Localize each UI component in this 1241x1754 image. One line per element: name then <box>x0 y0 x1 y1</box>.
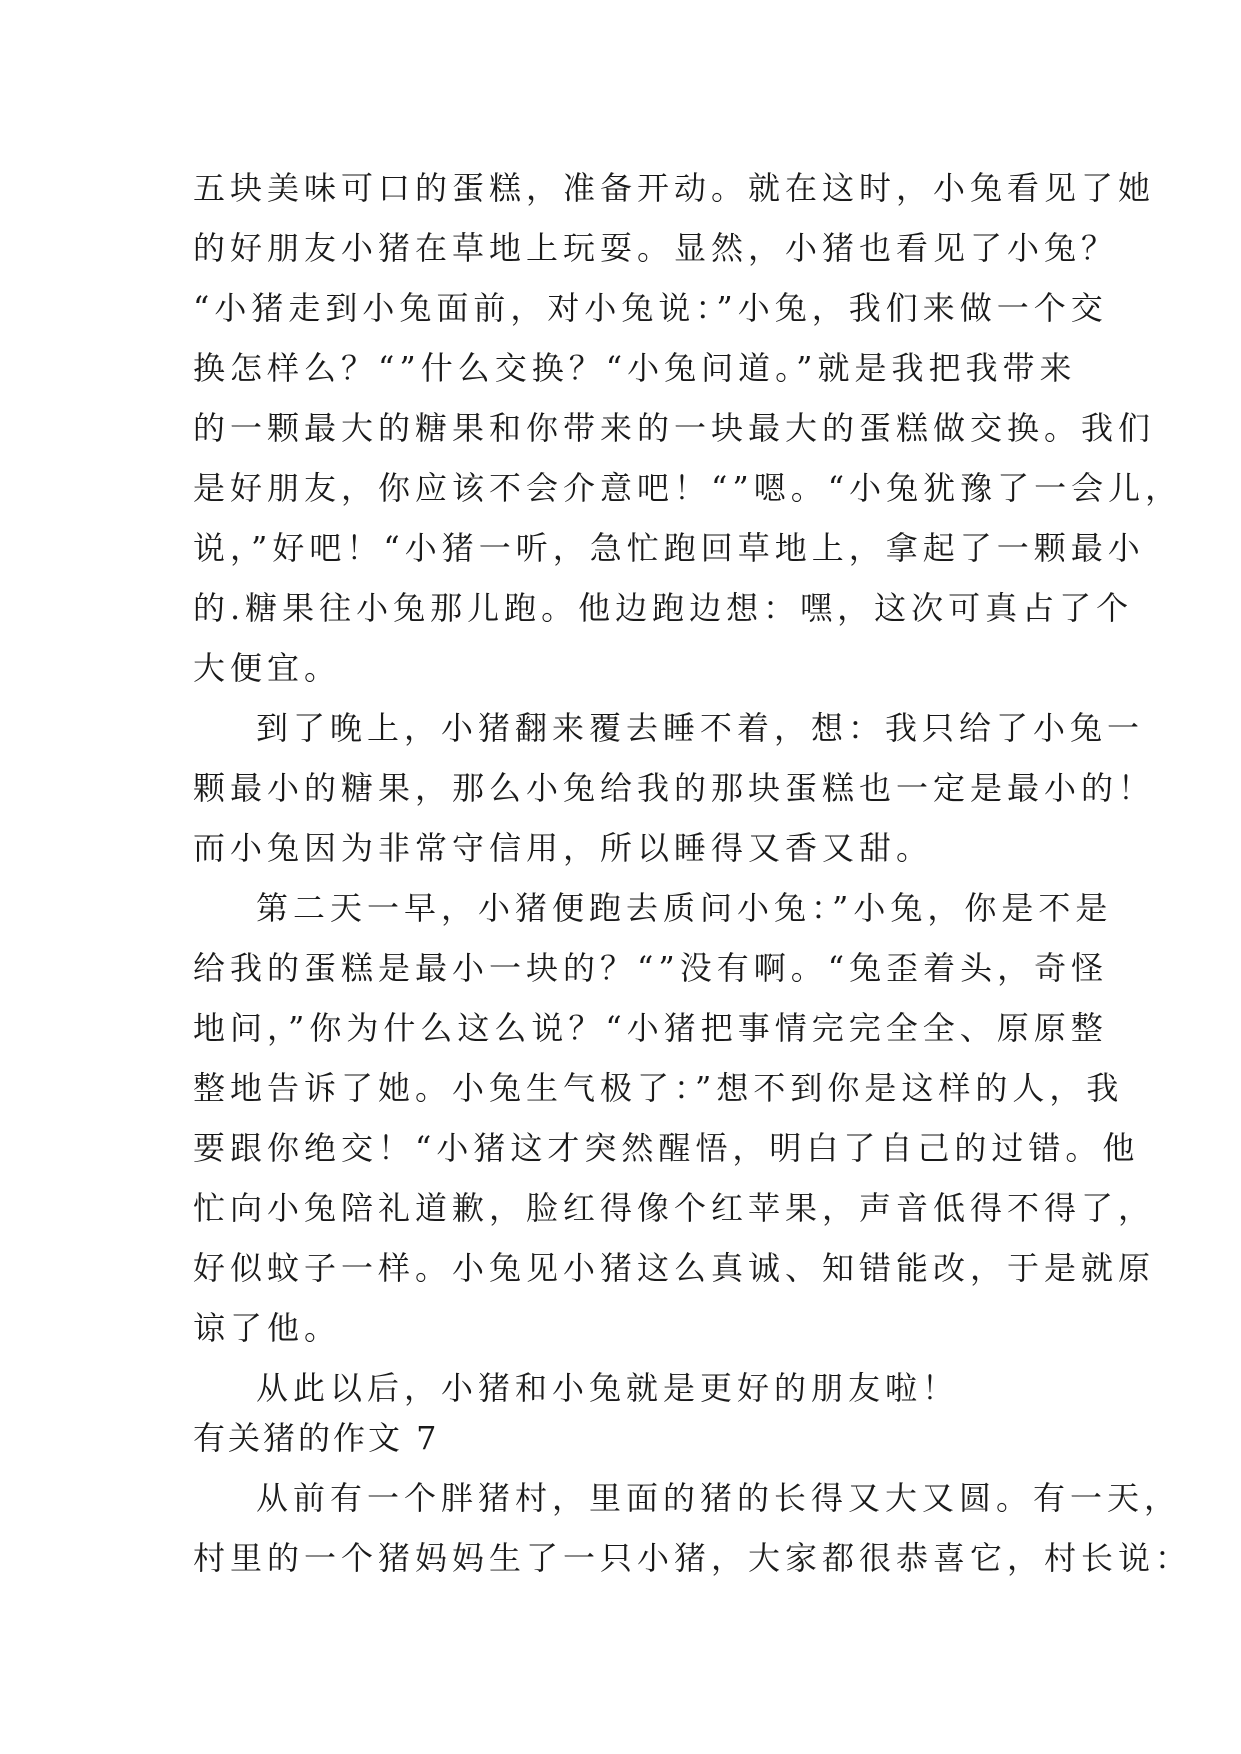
text-line: 说，”好吧！“小猪一听，急忙跑回草地上，拿起了一颗最小 <box>193 529 1145 567</box>
text-line: 从此以后，小猪和小兔就是更好的朋友啦！ <box>256 1369 960 1407</box>
text-line: 的.糖果往小兔那儿跑。他边跑边想：嘿，这次可真占了个 <box>193 589 1134 627</box>
text-line: 的一颗最大的糖果和你带来的一块最大的蛋糕做交换。我们 <box>193 409 1156 447</box>
text-line: “小猪走到小兔面前，对小兔说：”小兔，我们来做一个交 <box>193 289 1108 327</box>
text-line: 整地告诉了她。小兔生气极了：”想不到你是这样的人，我 <box>193 1069 1124 1107</box>
text-line: 村里的一个猪妈妈生了一只小猪，大家都很恭喜它，村长说： <box>193 1539 1193 1577</box>
section-heading: 有关猪的作文 7 <box>193 1419 440 1457</box>
text-line: 给我的蛋糕是最小一块的？“”没有啊。“兔歪着头，奇怪 <box>193 949 1109 987</box>
text-line: 第二天一早，小猪便跑去质问小兔：”小兔，你是不是 <box>256 889 1113 927</box>
text-line: 的好朋友小猪在草地上玩耍。显然，小猪也看见了小兔？ <box>193 229 1119 267</box>
text-line: 五块美味可口的蛋糕，准备开动。就在这时，小兔看见了她 <box>193 169 1156 207</box>
text-line: 是好朋友，你应该不会介意吧！“”嗯。“小兔犹豫了一会儿， <box>193 469 1183 507</box>
text-line: 谅了他。 <box>193 1309 342 1347</box>
text-line: 好似蚊子一样。小兔见小猪这么真诚、知错能改，于是就原 <box>193 1249 1156 1287</box>
text-line: 从前有一个胖猪村，里面的猪的长得又大又圆。有一天， <box>256 1479 1182 1517</box>
text-line: 地问，”你为什么这么说？“小猪把事情完完全全、原原整 <box>193 1009 1108 1047</box>
text-line: 忙向小兔陪礼道歉，脸红得像个红苹果，声音低得不得了， <box>193 1189 1156 1227</box>
text-line: 而小兔因为非常守信用，所以睡得又香又甜。 <box>193 829 934 867</box>
text-line: 换怎样么？“”什么交换？“小兔问道。”就是我把我带来 <box>193 349 1077 387</box>
text-line: 大便宜。 <box>193 649 342 687</box>
text-line: 颗最小的糖果，那么小兔给我的那块蛋糕也一定是最小的！ <box>193 769 1156 807</box>
text-line: 要跟你绝交！“小猪这才突然醒悟，明白了自己的过错。他 <box>193 1129 1140 1167</box>
text-line: 到了晚上，小猪翻来覆去睡不着，想：我只给了小兔一 <box>256 709 1145 747</box>
